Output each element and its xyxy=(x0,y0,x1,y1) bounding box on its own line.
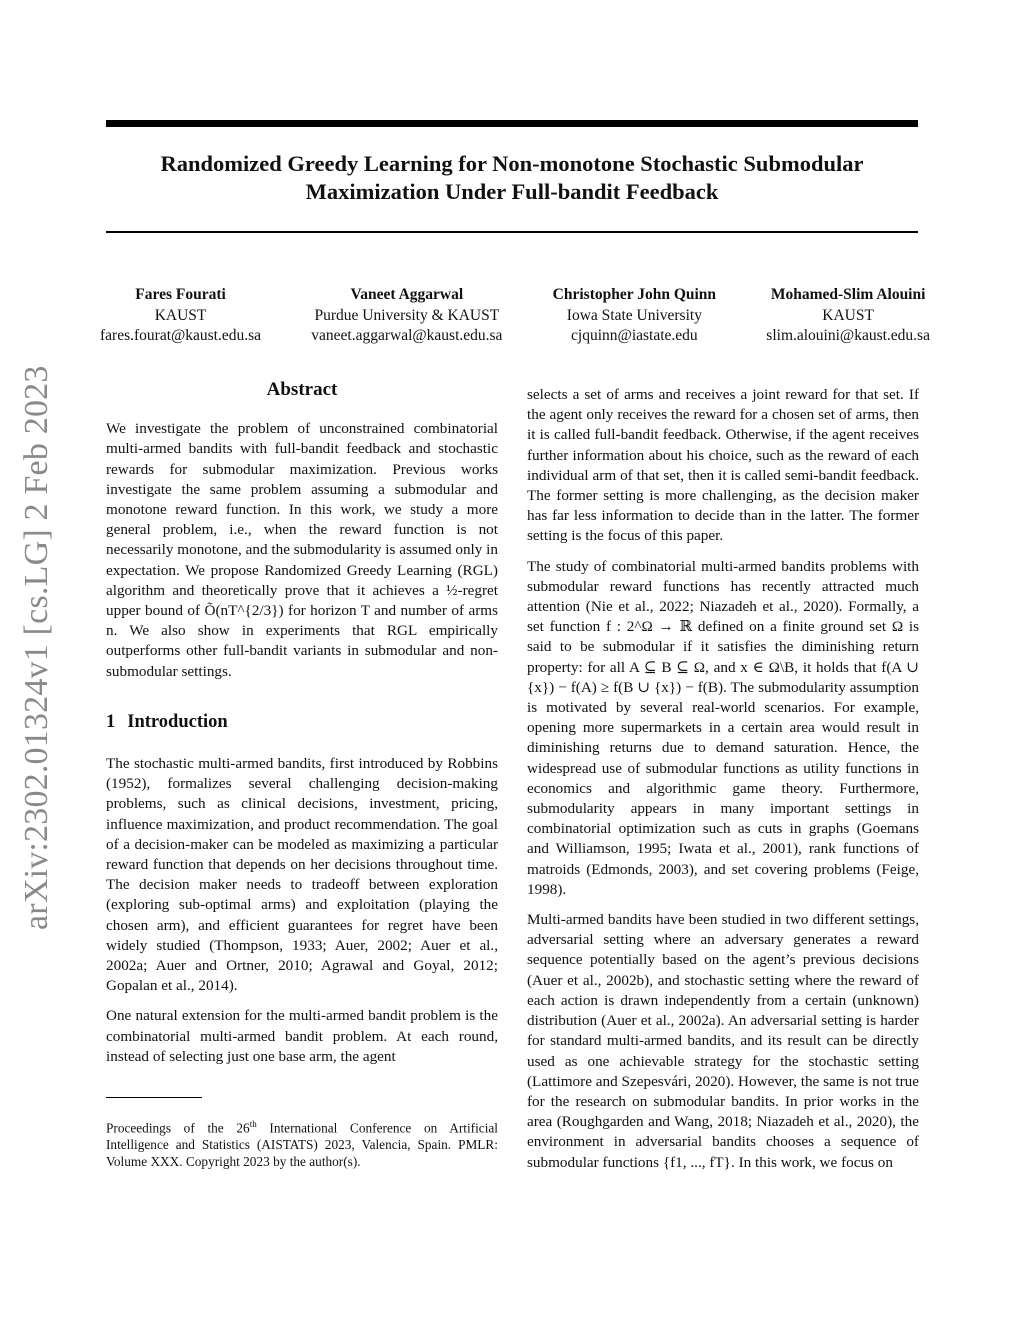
author-name: Mohamed-Slim Alouini xyxy=(770,286,926,303)
footnote-post: International Conference on Artificial Intelligence and Statistics (AISTATS) 2023, Valencia, Spain. PMLR: Volume XXX. Copyright 2023 by the author(s). xyxy=(106,1120,498,1170)
intro-paragraph-2: One natural extension for the multi-armed bandit problem is the combinatorial multi-armed bandit problem. At each round, instead of selecting just one base arm, the agent xyxy=(106,1007,498,1065)
right-paragraph-2: The study of combinatorial multi-armed bandits problems with submodular reward functions has recently attracted much attention (Nie et al., 2022; Niazadeh et al., 2020). Formally, a set function f : 2^Ω → ℝ defined on a finite ground set Ω is said to be submodular if it satisfies the diminishing return property: for all A ⊆ B ⊆ Ω, and x ∈ Ω\B, it holds that f(A ∪ {x}) − f(A) ≥ f(B ∪ {x}) − f(B). The submodularity assumption is motivated by several real-world scenarios. For example, opening more supermarkets in a certain area would result in diminishing returns due to demand saturation. Hence, the widespread use of submodular functions as utility functions in economics and algorithmic game theory. Furthermore, submodularity appears in many important settings in combinatorial optimization such as cuts in graphs (Goemans and Williamson, 1995; Iwata et al., 2001), rank functions of matroids (Edmonds, 2003), and set covering problems (Feige, 1998). xyxy=(527,557,919,898)
abstract-text: We investigate the problem of unconstrained combinatorial multi-armed bandits with full-bandit feedback and stochastic rewards for submodular maximization. Previous works investigate the same problem assuming a submodular and monotone reward function. In this work, we study a more general problem, i.e., when the reward function is not necessarily monotone, and the submodularity is assumed only in expectation. We propose Randomized Greedy Learning (RGL) algorithm and theoretically prove that it achieves a ½-regret upper bound of Õ(nT^{2/3}) for horizon T and number of arms n. We also show in experiments that RGL empirically outperforms other full-bandit variants in submodular and non-submodular settings. xyxy=(106,420,498,680)
author-email: vaneet.aggarwal@kaust.edu.sa xyxy=(311,327,503,344)
author-name: Vaneet Aggarwal xyxy=(350,286,464,303)
right-paragraph-1: selects a set of arms and receives a joint reward for that set. If the agent only receives the reward for a chosen set of arms, then it is called full-bandit feedback. Otherwise, if the agent receives further information about his choice, such as the reward of each individual arm of that set, then it is called semi-bandit feedback. The former setting is more challenging, as the decision maker has far less information to decide than in the latter. The former setting is the focus of this paper. xyxy=(527,386,919,545)
section-heading xyxy=(106,712,498,732)
section-number: 1 xyxy=(106,711,116,732)
author-affiliation: KAUST xyxy=(822,306,874,324)
abstract-heading: Abstract xyxy=(266,379,338,400)
author-email: cjquinn@iastate.edu xyxy=(571,327,698,344)
intro-paragraph-1: The stochastic multi-armed bandits, first introduced by Robbins (1952), formalizes several challenging decision-making problems, such as clinical decisions, investment, pricing, influence maximization, and product recommendation. The goal of a decision-maker can be modeled as maximizing a particular reward function that depends on her decisions throughout time. The decision maker needs to tradeoff between exploration (exploring sub-optimal arms) and exploitation (playing the chosen arm), and efficient guarantees for regret have been widely studied (Thompson, 1933; Auer, 2002; Auer et al., 2002a; Auer and Ortner, 2010; Agrawal and Goyal, 2012; Gopalan et al., 2014). xyxy=(106,755,498,995)
author-email: fares.fourat@kaust.edu.sa xyxy=(100,327,262,344)
author-name: Christopher John Quinn xyxy=(552,286,717,303)
author-block xyxy=(766,285,930,347)
author-block xyxy=(100,285,261,347)
title-line-2: Maximization Under Full-bandit Feedback xyxy=(305,179,719,204)
author-block xyxy=(311,285,502,347)
author-list xyxy=(100,285,930,347)
author-affiliation: Purdue University & KAUST xyxy=(314,306,500,324)
footnote xyxy=(106,1116,498,1171)
arxiv-stamp: arXiv:2302.01324v1 [cs.LG] 2 Feb 2023 xyxy=(18,365,55,930)
footnote-pre: Proceedings of the 26 xyxy=(106,1120,250,1136)
author-affiliation: Iowa State University xyxy=(566,306,702,324)
paper-title xyxy=(106,150,918,206)
left-column xyxy=(106,380,498,1171)
author-email: slim.alouini@kaust.edu.sa xyxy=(766,327,930,344)
author-block xyxy=(553,285,716,347)
right-paragraph-3: Multi-armed bandits have been studied in two different settings, adversarial setting where an adversary generates a reward sequence potentially based on the agent’s previous decisions (Auer et al., 2002b), and stochastic setting where the reward of each action is drawn independently from a certain (unknown) distribution (Auer et al., 2002a). An adversarial setting is harder for standard multi-armed bandits, and its result can be directly used as one achievable strategy for the stochastic setting (Lattimore and Szepesvári, 2020). However, the same is not true for the research on submodular bandits. In prior works in the area (Roughgarden and Wang, 2018; Niazadeh et al., 2020), the environment in adversarial bandits chooses a sequence of submodular functions {f1, ..., fT}. In this work, we focus on xyxy=(527,911,919,1171)
title-rule-bottom xyxy=(106,231,918,233)
right-column xyxy=(527,385,919,1183)
title-line-1: Randomized Greedy Learning for Non-monotone Stochastic Submodular xyxy=(160,151,864,176)
title-rule-top xyxy=(106,120,918,127)
footnote-rule xyxy=(106,1097,202,1098)
footnote-sup: th xyxy=(249,1119,257,1130)
author-name: Fares Fourati xyxy=(135,286,226,303)
section-title: Introduction xyxy=(127,711,228,732)
author-affiliation: KAUST xyxy=(154,306,207,324)
